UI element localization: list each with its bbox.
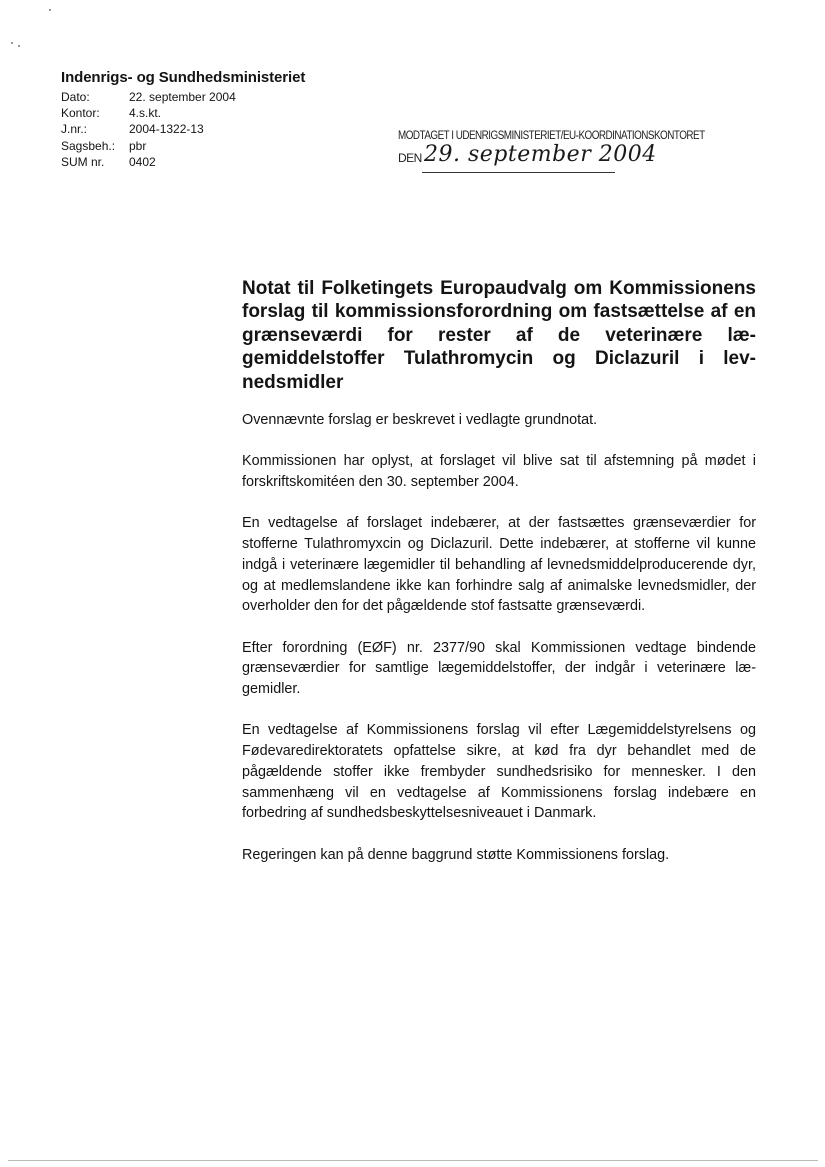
document-metadata xyxy=(61,89,236,170)
meta-label: Kontor: xyxy=(61,106,100,121)
paragraph: En vedtagelse af Kommissionens forslag vil efter Lægemiddelstyrelsens og Fødevaredirektoratets opfattelse sikre, at kød fra dyr behandlet med de pågældende stoffer ikke frembyder sundhedsrisiko for mennesker. I den sammenhæng vil en vedtagelse af Kommissionens forslag indebære en forbedring af sundhedsbeskyttelsesniveauet i Danmark. xyxy=(242,722,756,822)
page-bottom-edge xyxy=(8,1160,818,1161)
meta-value: 22. september 2004 xyxy=(129,90,236,104)
meta-value: pbr xyxy=(129,138,147,153)
paragraph: Efter forordning (EØF) nr. 2377/90 skal Kommissionen vedtage bindende grænseværdier for samtlige lægemiddelstoffer, der indgår i veterinære lægemidler. xyxy=(242,639,756,698)
scan-speck xyxy=(11,42,13,44)
meta-label: SUM nr. xyxy=(61,154,105,169)
meta-value: 4.s.kt. xyxy=(129,106,162,121)
paragraph: Ovennævnte forslag er beskrevet i vedlagte grundnotat. xyxy=(242,412,598,428)
meta-row-office xyxy=(61,105,236,121)
meta-row-journal-number xyxy=(61,121,236,137)
meta-value: 0402 xyxy=(129,154,156,169)
meta-row-date xyxy=(61,89,236,105)
stamp-date-label: DEN xyxy=(398,151,422,165)
handwritten-date: 29. september 2004 xyxy=(424,142,657,167)
received-stamp: MODTAGET I UDENRIGSMINISTERIET/EU-KOORDINATIONSKONTORET xyxy=(398,130,705,142)
document-title: Notat til Folketingets Europaudvalg om Kommissionens forslag til kommissionsforordning om fastsættelse af en grænseværdi for rester af de veterinære lægemiddelstoffer Tulathromycin og Diclazuril i levnedsmidler xyxy=(242,278,756,393)
meta-row-case-officer xyxy=(61,138,236,154)
meta-value: 2004-1322-13 xyxy=(129,122,204,137)
meta-label: Sagsbeh.: xyxy=(61,138,116,153)
meta-label: J.nr.: xyxy=(61,122,88,137)
document-body xyxy=(242,410,756,886)
paragraph: Kommissionen har oplyst, at forslaget vil blive sat til afstemning på mødet i forskriftskomitéen den 30. september 2004. xyxy=(242,453,756,491)
meta-label: Dato: xyxy=(61,90,90,104)
paragraph: En vedtagelse af forslaget indebærer, at der fastsættes grænseværdier for stofferne Tulathromyxcin og Diclazuril. Dette indebærer, at stofferne vil kunne indgå i veterinære lægemidler til behandling af levnedsmiddelproducerende dyr, og at medlemslandene ikke kan forhindre salg af animalske levnedsmidler, der overholder den for det pågældende stof fastsatte grænseværdi. xyxy=(242,515,756,615)
paragraph: Regeringen kan på denne baggrund støtte Kommissionens forslag. xyxy=(242,846,670,863)
scan-speck xyxy=(18,45,20,47)
stamp-date-underline xyxy=(422,172,615,173)
meta-row-sum-number xyxy=(61,154,236,170)
ministry-name: Indenrigs- og Sundhedsministeriet xyxy=(61,69,306,86)
scan-speck xyxy=(49,9,51,11)
